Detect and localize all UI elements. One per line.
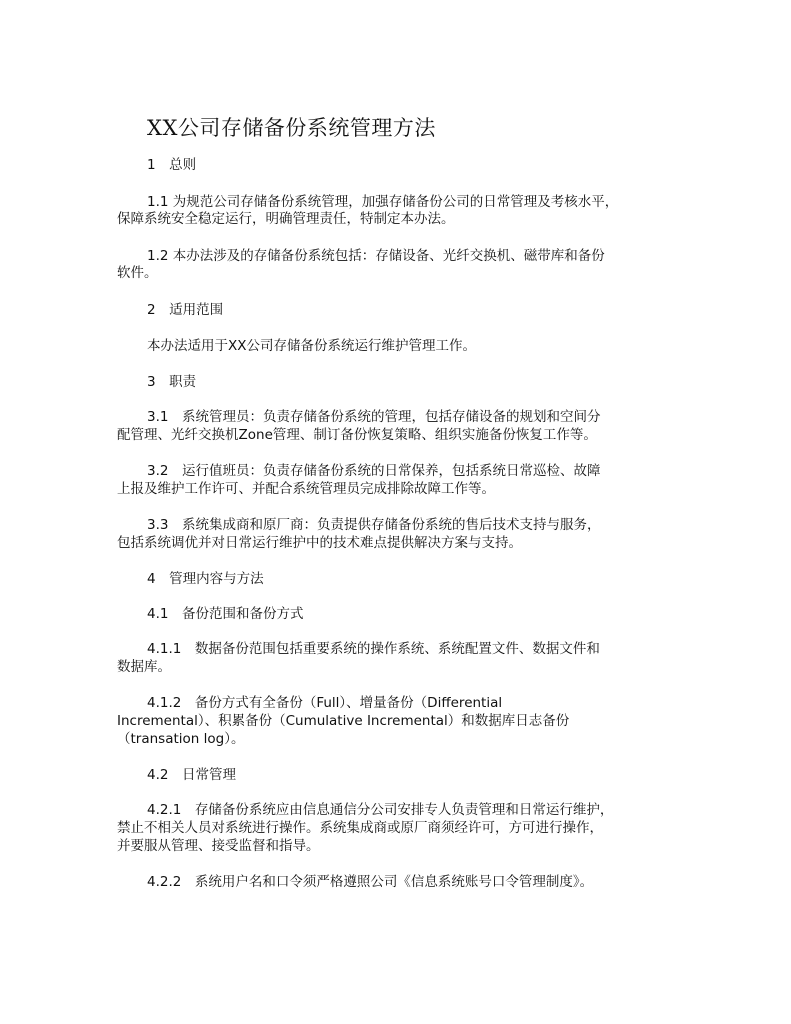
paragraph-line: 禁止不相关人员对系统进行操作。系统集成商或原厂商须经许可，方可进行操作， <box>117 820 603 836</box>
paragraph-line: 包括系统调优并对日常运行维护中的技术难点提供解决方案与支持。 <box>117 535 522 551</box>
section-heading: 4 管理内容与方法 <box>147 571 264 587</box>
paragraph-line: 4.1.1 数据备份范围包括重要系统的操作系统、系统配置文件、数据文件和 <box>147 641 600 657</box>
paragraph-line: 4.1.2 备份方式有全备份（Full）、增量备份（Differential <box>147 695 503 711</box>
subsection-heading: 4.2 日常管理 <box>147 767 236 783</box>
paragraph-line: 软件。 <box>117 265 158 281</box>
paragraph-line: 4.2.1 存储备份系统应由信息通信分公司安排专人负责管理和日常运行维护， <box>147 802 614 818</box>
paragraph-line: 本办法适用于XX公司存储备份系统运行维护管理工作。 <box>147 338 476 354</box>
section-heading: 1 总则 <box>147 157 197 173</box>
document-title: XX公司存储备份系统管理方法 <box>147 116 436 140</box>
paragraph-line: 上报及维护工作许可、并配合系统管理员完成排除故障工作等。 <box>117 481 495 497</box>
paragraph-line: 保障系统安全稳定运行，明确管理责任，特制定本办法。 <box>117 211 455 227</box>
section-heading: 3 职责 <box>147 374 197 390</box>
paragraph-line: 配管理、光纤交换机Zone管理、制订备份恢复策略、组织实施备份恢复工作等。 <box>117 427 597 443</box>
section-heading: 2 适用范围 <box>147 302 224 318</box>
paragraph-line: 4.2.2 系统用户名和口令须严格遵照公司《信息系统账号口令管理制度》。 <box>147 874 594 890</box>
paragraph-line: 3.3 系统集成商和原厂商：负责提供存储备份系统的售后技术支持与服务， <box>147 517 601 533</box>
paragraph-line: 数据库。 <box>117 659 171 675</box>
paragraph-line: 并要服从管理、接受监督和指导。 <box>117 838 320 854</box>
paragraph-line: 3.2 运行值班员：负责存储备份系统的日常保养，包括系统日常巡检、故障 <box>147 463 601 479</box>
paragraph-line: Incremental）、积累备份（Cumulative Incremental）和数据库日志备份 <box>117 713 570 729</box>
subsection-heading: 4.1 备份范围和备份方式 <box>147 606 304 622</box>
paragraph-line: 3.1 系统管理员：负责存储备份系统的管理，包括存储设备的规划和空间分 <box>147 409 601 425</box>
paragraph-line: （transation log）。 <box>117 731 245 747</box>
paragraph-line: 1.1 为规范公司存储备份系统管理，加强存储备份公司的日常管理及考核水平， <box>147 194 619 210</box>
paragraph-line: 1.2 本办法涉及的存储备份系统包括：存储设备、光纤交换机、磁带库和备份 <box>147 248 605 264</box>
